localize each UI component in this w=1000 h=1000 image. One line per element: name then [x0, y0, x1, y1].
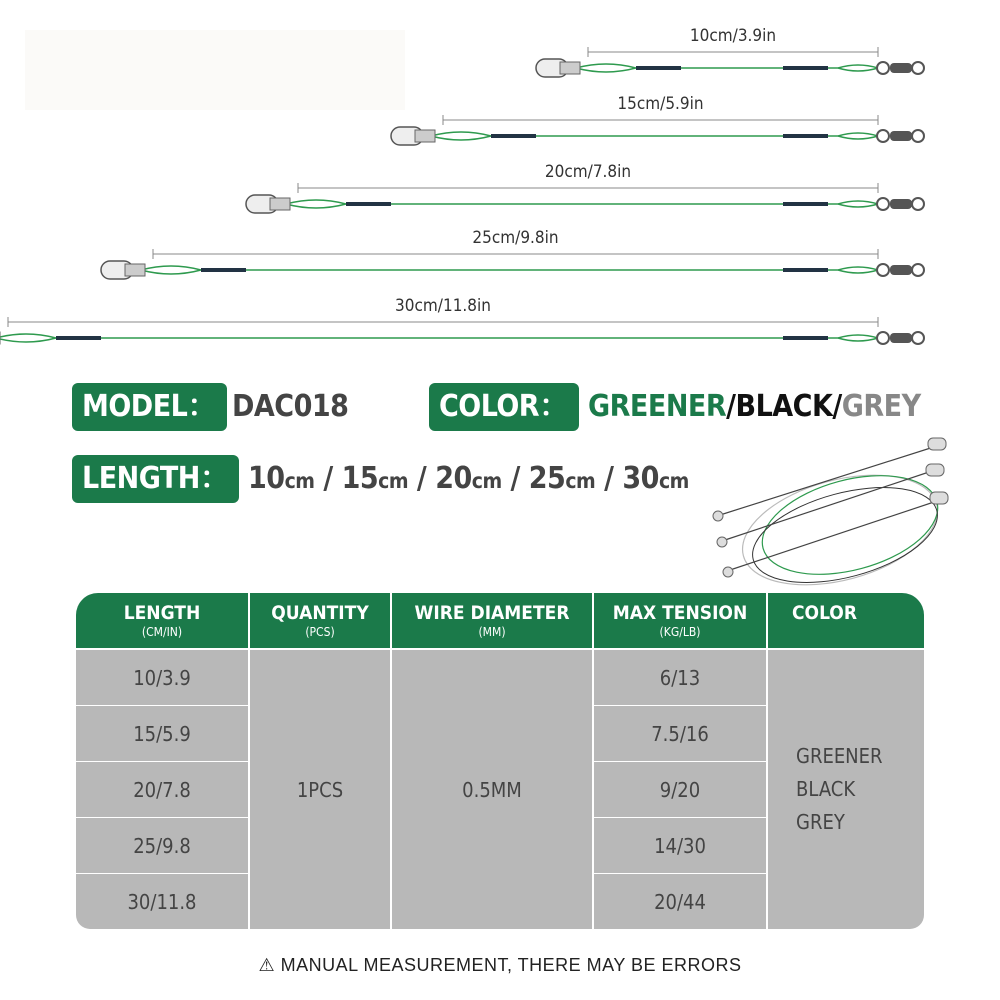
header-quantity: [250, 593, 390, 648]
model-label: MODEL：: [72, 383, 227, 431]
tension-cell: 14/30: [594, 818, 766, 873]
header-title: COLOR: [792, 602, 857, 624]
color-greener: GREENER: [588, 389, 727, 424]
header-unit: (MM): [478, 625, 506, 639]
length-cell: 20/7.8: [76, 762, 248, 817]
length-cell: 30/11.8: [76, 874, 248, 929]
header-title: WIRE DIAMETER: [414, 602, 570, 624]
diameter-cell: 0.5MM: [392, 650, 592, 929]
tension-cell: 7.5/16: [594, 706, 766, 761]
sep: /: [595, 461, 623, 496]
swivel-icon: [890, 199, 912, 209]
leader-30cm: [0, 317, 924, 347]
color-grey: GREY: [841, 389, 921, 424]
color-black: BLACK: [735, 389, 833, 424]
length-cell: 10/3.9: [76, 650, 248, 705]
header-unit: (KG/LB): [659, 625, 701, 639]
header-max-tension: [594, 593, 766, 648]
swivel-icon: [890, 63, 912, 73]
length-unit: cm: [471, 469, 502, 493]
leader-25cm: [101, 249, 924, 279]
ring-icon: [877, 264, 889, 276]
length-unit: cm: [284, 469, 315, 493]
leader-15cm: [391, 115, 924, 145]
coiled-leaders-image: [700, 430, 960, 590]
leader-illustrations: [0, 0, 1000, 360]
ring-icon: [877, 62, 889, 74]
color-cell: [768, 650, 924, 929]
leader-length-label: 15cm/5.9in: [617, 94, 704, 114]
disclaimer-text: MANUAL MEASUREMENT, THERE MAY BE ERRORS: [280, 955, 742, 975]
sep: /: [726, 389, 736, 424]
disclaimer: [0, 955, 1000, 976]
leader-length-label: 30cm/11.8in: [395, 296, 491, 316]
sep: /: [832, 389, 842, 424]
length-value: 10: [248, 461, 285, 496]
ring-icon: [877, 332, 889, 344]
header-unit: (CM/IN): [141, 625, 183, 639]
swivel-icon: [890, 265, 912, 275]
spec-table: [76, 593, 924, 929]
length-values: [248, 455, 689, 505]
ring-icon: [877, 198, 889, 210]
header-color: [768, 593, 924, 648]
sep: /: [408, 461, 436, 496]
leader-length-label: 10cm/3.9in: [689, 26, 777, 46]
length-label: LENGTH：: [72, 455, 239, 503]
header-length: [76, 593, 248, 648]
leader-10cm: [536, 47, 924, 77]
length-unit: cm: [565, 469, 596, 493]
length-value: 15: [341, 461, 379, 496]
color-label: COLOR：: [429, 383, 579, 431]
sep: /: [314, 461, 342, 496]
header-title: MAX TENSION: [612, 602, 748, 624]
length-unit: cm: [378, 469, 409, 493]
tension-cell: 20/44: [594, 874, 766, 929]
warning-icon: ⚠: [258, 955, 276, 975]
header-title: LENGTH: [123, 602, 201, 624]
color-option: GREY: [796, 810, 845, 834]
leader-length-label: 25cm/9.8in: [472, 228, 559, 248]
length-cell: 15/5.9: [76, 706, 248, 761]
length-cell: 25/9.8: [76, 818, 248, 873]
leader-20cm: [246, 183, 924, 213]
header-title: QUANTITY: [271, 602, 369, 624]
length-value: 25: [528, 461, 566, 496]
sep: /: [501, 461, 529, 496]
leader-length-label: 20cm/7.8in: [544, 162, 632, 182]
ring-icon: [877, 130, 889, 142]
model-value: DAC018: [232, 389, 349, 424]
swivel-icon: [890, 131, 912, 141]
swivel-icon: [890, 333, 912, 343]
color-option: GREENER: [796, 744, 883, 768]
length-value: 20: [435, 461, 472, 496]
tension-cell: 9/20: [594, 762, 766, 817]
header-wire-diameter: [392, 593, 592, 648]
quantity-cell: 1PCS: [250, 650, 390, 929]
tension-cell: 6/13: [594, 650, 766, 705]
length-value: 30: [622, 461, 659, 496]
color-option: BLACK: [796, 777, 856, 801]
length-unit: cm: [658, 469, 689, 493]
color-value: [588, 383, 921, 431]
header-unit: (PCS): [305, 625, 335, 639]
